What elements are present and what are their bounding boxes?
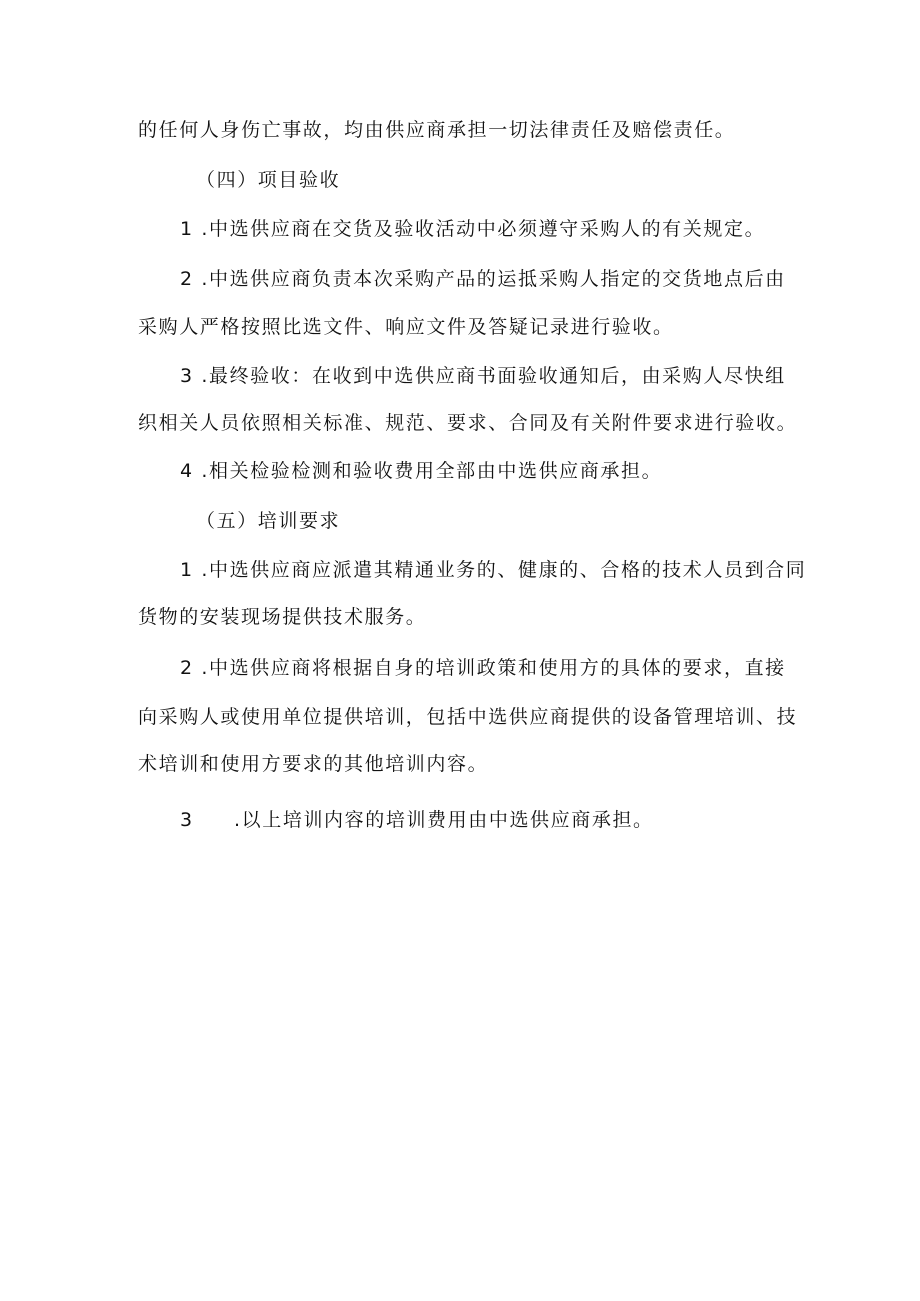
section-heading: （五）培训要求 <box>196 510 341 532</box>
paragraph-line: 4 .相关检验检测和验收费用全部由中选供应商承担。 <box>180 460 663 482</box>
paragraph-line: 采购人严格按照比选文件、响应文件及答疑记录进行验收。 <box>138 316 674 338</box>
paragraph-line: 的任何人身伤亡事故，均由供应商承担一切法律责任及赔偿责任。 <box>138 119 736 141</box>
paragraph-line: 织相关人员依照相关标准、规范、要求、合同及有关附件要求进行验收。 <box>138 412 798 434</box>
paragraph-line: 1 .中选供应商在交货及验收活动中必须遵守采购人的有关规定。 <box>180 218 766 240</box>
paragraph-line-item-3 <box>180 808 654 832</box>
paragraph-line: 向采购人或使用单位提供培训，包括中选供应商提供的设备管理培训、技 <box>138 706 798 728</box>
paragraph-line: 术培训和使用方要求的其他培训内容。 <box>138 753 489 775</box>
paragraph-line: 1 .中选供应商应派遣其精通业务的、健康的、合格的技术人员到合同 <box>180 559 807 581</box>
paragraph-line: 货物的安装现场提供技术服务。 <box>138 606 427 628</box>
paragraph-line: 2 .中选供应商负责本次采购产品的运抵采购人指定的交货地点后由 <box>180 268 786 290</box>
paragraph-line: 2 .中选供应商将根据自身的培训政策和使用方的具体的要求，直接 <box>180 657 786 679</box>
paragraph-line: 3 .最终验收：在收到中选供应商书面验收通知后，由采购人尽快组 <box>180 365 786 387</box>
item-number: 3 <box>180 809 194 831</box>
item-text: .以上培训内容的培训费用由中选供应商承担。 <box>234 809 654 831</box>
section-heading: （四）项目验收 <box>196 169 341 191</box>
